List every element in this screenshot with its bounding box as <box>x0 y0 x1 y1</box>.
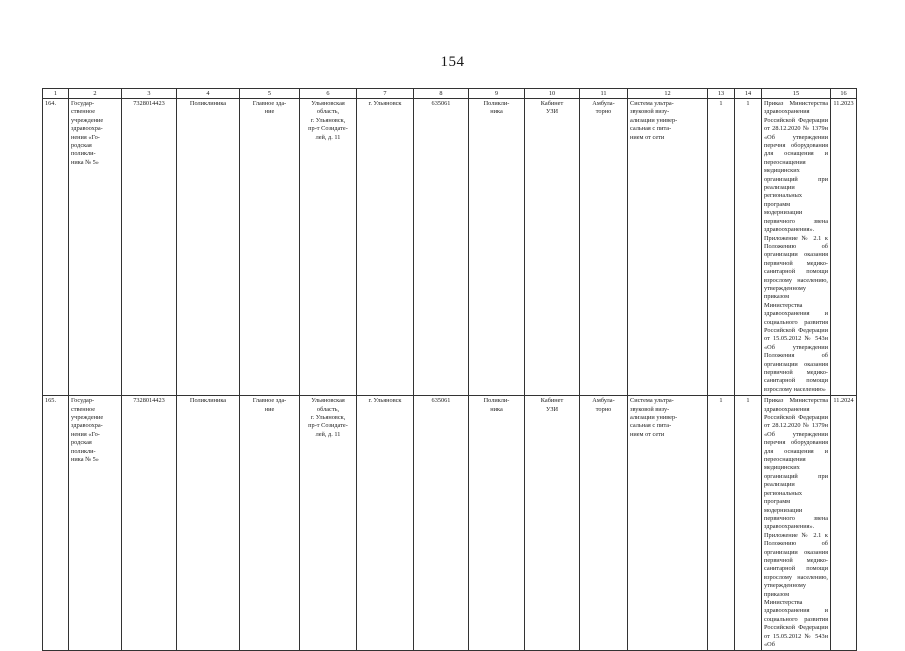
column-header: 8 <box>414 89 469 99</box>
care-mode: Амбула- торно <box>580 396 628 651</box>
city: г. Ульяновск <box>357 396 414 651</box>
table-row <box>43 396 857 651</box>
inn: 7328014423 <box>122 99 177 396</box>
building: Главное зда- ние <box>240 396 300 651</box>
room: Кабинет УЗИ <box>525 396 580 651</box>
quantity-1: 1 <box>708 99 735 396</box>
code: 635061 <box>414 396 469 651</box>
column-header: 9 <box>469 89 525 99</box>
address: Ульяновская область, г. Ульяновск, пр-т Созидате- лей, д. 11 <box>300 396 357 651</box>
column-header: 2 <box>69 89 122 99</box>
row-number: 165. <box>43 396 69 651</box>
facility-type: Поликлиника <box>177 396 240 651</box>
unit: Поликли- ника <box>469 99 525 396</box>
column-header: 13 <box>708 89 735 99</box>
city: г. Ульяновск <box>357 99 414 396</box>
building: Главное зда- ние <box>240 99 300 396</box>
quantity-1: 1 <box>708 396 735 651</box>
legal-basis: Приказ Министерства здравоохранения Российской Федерации от 28.12.2020 № 1379н «Об утверждении перечня оборудования для оснащения и переоснащения медицинских организаций при реализации региональных программ модернизации первичного звена здравоохранения». Приложение № 2.1 к Положению об организации оказания первичной медико-санитарной помощи взрослому населению, утвержденному приказом Министерства здравоохранения и социального развития Российской Федерации от 15.05.2012 № 543н «Об утверждении Положения об организации оказания первичной медико-санитарной помощи взрослому населению» <box>762 99 831 396</box>
facility-type: Поликлиника <box>177 99 240 396</box>
quantity-2: 1 <box>735 99 762 396</box>
equipment-registry-table <box>42 88 857 651</box>
column-header: 4 <box>177 89 240 99</box>
code: 635061 <box>414 99 469 396</box>
equipment-name: Система ультра- звуковой визу- ализации универ- сальная с пита- нием от сети <box>628 396 708 651</box>
column-number-row <box>43 89 857 99</box>
deadline-date: 11.2023 <box>831 99 857 396</box>
column-header: 11 <box>580 89 628 99</box>
page-number: 154 <box>440 54 465 70</box>
inn: 7328014423 <box>122 396 177 651</box>
deadline-date: 11.2024 <box>831 396 857 651</box>
institution-name: Государ- ственное учреждение здравоохра- нения «Го- родская поликли- ника № 5» <box>69 99 122 396</box>
quantity-2: 1 <box>735 396 762 651</box>
column-header: 3 <box>122 89 177 99</box>
care-mode: Амбула- торно <box>580 99 628 396</box>
column-header: 1 <box>43 89 69 99</box>
column-header: 7 <box>357 89 414 99</box>
table-row <box>43 99 857 396</box>
unit: Поликли- ника <box>469 396 525 651</box>
column-header: 6 <box>300 89 357 99</box>
institution-name: Государ- ственное учреждение здравоохра- нения «Го- родская поликли- ника № 5» <box>69 396 122 651</box>
address: Ульяновская область, г. Ульяновск, пр-т Созидате- лей, д. 11 <box>300 99 357 396</box>
room: Кабинет УЗИ <box>525 99 580 396</box>
legal-basis: Приказ Министерства здравоохранения Российской Федерации от 28.12.2020 № 1379н «Об утверждении перечня оборудования для оснащения и переоснащения медицинских организаций при реализации региональных программ модернизации первичного звена здравоохранения». Приложение № 2.1 к Положению об организации оказания первичной медико-санитарной помощи взрослому населению, утвержденному приказом Министерства здравоохранения и социального развития Российской Федерации от 15.05.2012 № 543н «Об <box>762 396 831 651</box>
column-header: 16 <box>831 89 857 99</box>
column-header: 14 <box>735 89 762 99</box>
column-header: 5 <box>240 89 300 99</box>
column-header: 15 <box>762 89 831 99</box>
row-number: 164. <box>43 99 69 396</box>
equipment-name: Система ультра- звуковой визу- ализации универ- сальная с пита- нием от сети <box>628 99 708 396</box>
column-header: 10 <box>525 89 580 99</box>
column-header: 12 <box>628 89 708 99</box>
